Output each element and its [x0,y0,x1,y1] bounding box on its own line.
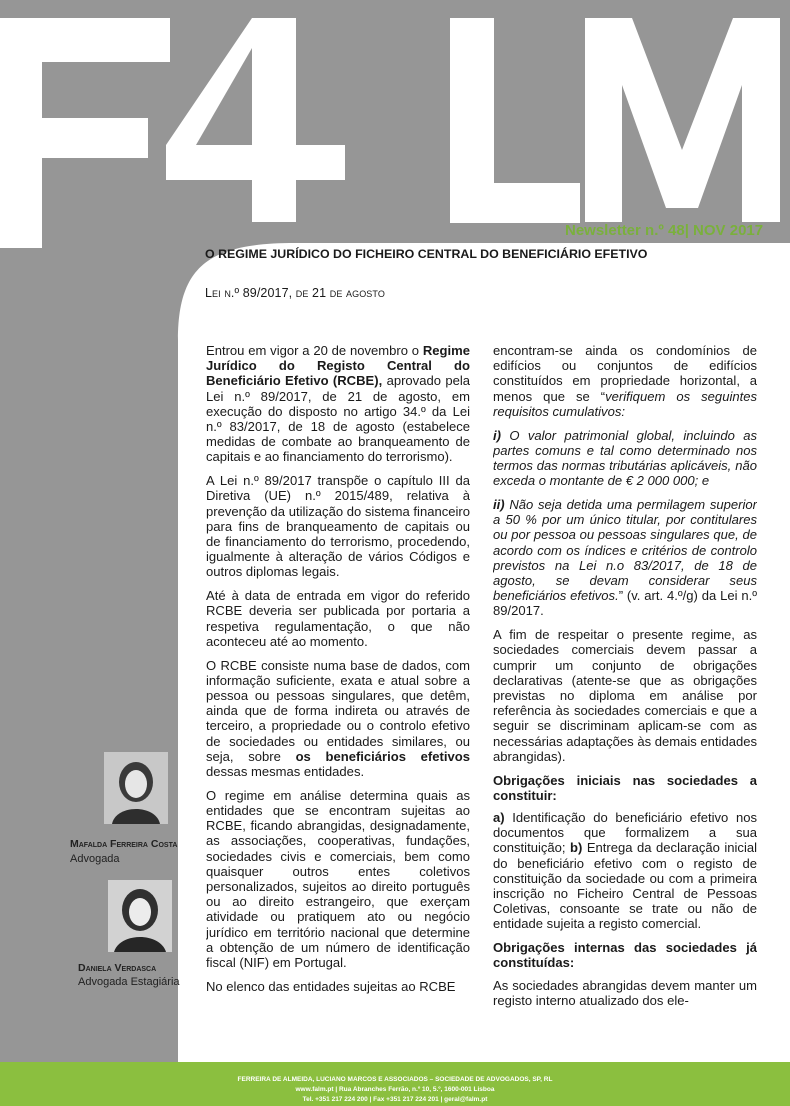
article-title: O REGIME JURÍDICO DO FICHEIRO CENTRAL DO BENEFICIÁRIO EFETIVO [205,247,648,261]
text-run: O RCBE consiste numa base de dados, com informação suficiente, exata e atual sobre a pessoa ou pessoas singulares, que detêm, ainda que de forma indireta ou através de terceiro, a propriedade ou o controlo efetivo de sociedades ou entidades similares, ou seja, sobre [206,657,470,764]
italic-run: O valor patrimonial global, incluindo as partes comuns e tal como determinado nos termos das normas tributárias aplicáveis, não exceda o montante de € 2 000 000; e [493,427,757,489]
footer-contacts: Tel. +351 217 224 200 | Fax +351 217 224 201 | geral@falm.pt [302,1096,488,1103]
text-run: aprovado pela Lei n.º 89/2017, de 21 de agosto, em execução do disposto no artigo 34.º da Lei n.º 83/2017, de 18 de agosto (estabelece medidas de combate ao branqueamento de capitais e ao financiamento do terrorismo). [206,373,470,465]
person-portrait-icon [108,880,172,952]
bold-run: os beneficiários efetivos [295,748,470,764]
newsletter-issue: Newsletter n.º 48| NOV 2017 [565,222,764,239]
paragraph: As sociedades abrangidas devem manter um registo interno atualizado dos ele- [493,977,757,1008]
footer-address: www.falm.pt | Rua Abranches Ferrão, n.º 10, 5.º, 1600-001 Lisboa [295,1086,495,1093]
paragraph [206,343,470,465]
section-heading: Obrigações iniciais nas sociedades a constituir: [493,772,757,803]
text-run: Entrou em vigor a 20 de novembro o [206,343,423,358]
author-photo [108,880,172,952]
text-column-left [206,343,470,1036]
bold-run: ii) [493,497,505,513]
text-run: Identificação do beneficiário efetivo nos documentos que formalizem a sua constituição; [493,810,757,856]
paragraph: O regime em análise determina quais as entidades que se encontram sujeitas ao RCBE, ficando abrangidas, designadamente, as associações, cooperativas, fundações, sociedades civis e comerciais, bem como quaisquer outros entes coletivos personalizados, sujeitos ao direito português ou ao direito estrangeiro, que exerçam atividade ou pratiquem ato ou negócio jurídico em território nacional que determine a obtenção de um número de identificação fiscal (NIF) em Portugal. [206,787,470,971]
paragraph [493,343,757,419]
paragraph [493,497,757,619]
bold-run: i) [493,427,501,443]
section-heading: Obrigações internas das sociedades já constituídas: [493,940,757,971]
paragraph [493,810,757,932]
text-run: ” (v. art. 4.º/g) da Lei n.º 89/2017. [493,588,757,619]
italic-run: verifiquem os seguintes requisitos cumulativos: [493,388,757,419]
footer-firm-name: FERREIRA DE ALMEIDA, LUCIANO MARCOS E ASSOCIADOS – SOCIEDADE DE ADVOGADOS, SP, RL [237,1076,553,1083]
bold-run: Regime Jurídico do Registo Central do Beneficiário Efetivo (RCBE), [206,343,470,389]
paragraph: Até à data de entrada em vigor do referido RCBE deveria ser publicada por portaria a respetiva regulamentação, o que não aconteceu até ao momento. [206,588,470,649]
paragraph: No elenco das entidades sujeitas ao RCBE [206,978,456,994]
text-run: Entrega da declaração inicial do beneficiário efetivo com o registo de constituição da sociedade ou com a primeira inscrição no Ficheiro Central de Pessoas Coletivas, consoante se trate ou não de entidade sujeita a registo comercial. [493,840,757,932]
paragraph [493,428,757,489]
footer [0,1062,790,1106]
paragraph: A fim de respeitar o presente regime, as sociedades comerciais devem passar a cumprir um conjunto de obrigações declarativas (atente-se que as obrigações previstas no diploma em análise por referência às sociedades comerciais e que a seguir se discriminam aplicam-se com as necessárias adaptações às demais entidades abrangidas). [493,627,757,764]
author-role: Advogada Estagiária [78,976,180,988]
paragraph: A Lei n.º 89/2017 transpõe o capítulo III da Diretiva (UE) n.º 2015/489, relativa à prevenção da utilização do sistema financeiro para fins de branqueamento de capitais ou de financiamento do terrorismo, procedendo, igualmente à alteração de vários Códigos e outros diplomas legais. [206,473,470,580]
author-photo [104,752,168,824]
author-role: Advogada [70,853,120,865]
person-portrait-icon [104,752,168,824]
text-run: encontram-se ainda os condomínios de edifícios ou conjuntos de edifícios constituídos em propriedade horizontal, a menos que se “ [493,343,757,404]
text-column-right [493,343,757,1036]
paragraph [206,658,470,780]
article-subtitle: Lei n.º 89/2017, de 21 de agosto [205,286,385,300]
author-name: Daniela Verdasca [78,962,157,974]
author-name: Mafalda Ferreira Costa [70,838,178,850]
bold-run: b) [570,840,583,856]
italic-run: Não seja detida uma permilagem superior a 50 % por um único titular, por contitulares ou por pessoa ou pessoas singulares que, de acordo com os índices e critérios de controlo previstos na Lei n.o 83/2017, de 18 de agosto, se devam considerar seus beneficiários efetivos. [493,497,757,604]
bold-run: a) [493,810,505,826]
text-run: dessas mesmas entidades. [206,764,365,780]
